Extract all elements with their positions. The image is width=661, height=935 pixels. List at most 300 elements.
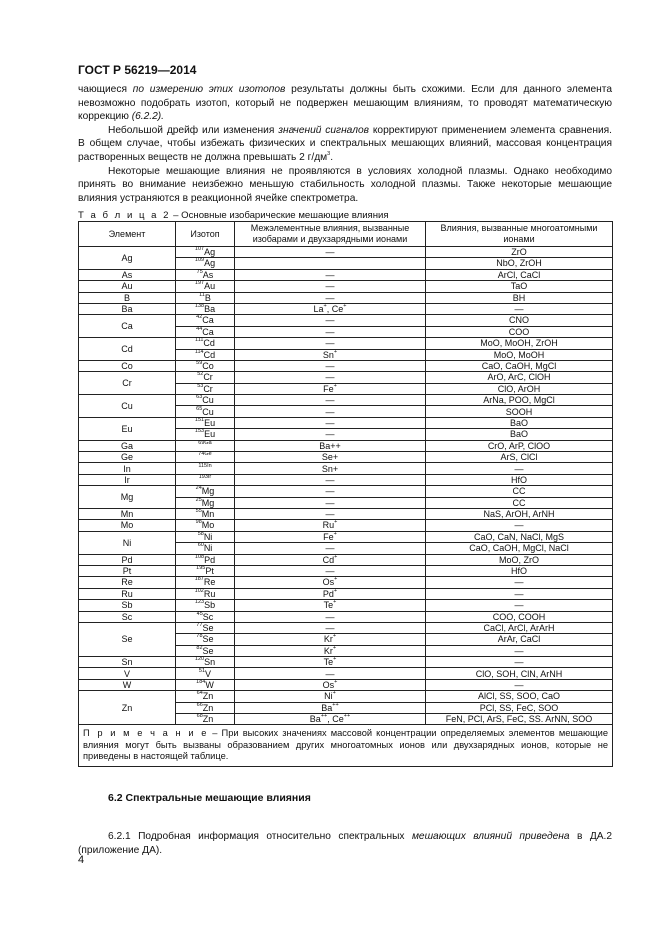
table-row — [79, 508, 613, 519]
isotope-cell — [176, 440, 235, 451]
table-row — [79, 372, 613, 383]
text-run: — — [325, 361, 335, 371]
note-text: – При высоких значениях массовой концентрации определяемых элементов мешающие влияния могут быть вызваны образованием других многоатомных ионов или двухзарядных ионов, которые не приведены в настоящей таблице. — [83, 728, 608, 762]
element-cell: Cu — [79, 395, 176, 418]
italic-term: мешающих влияний приведена — [411, 831, 570, 842]
interelement-cell — [235, 281, 426, 292]
mass-number: 123 — [194, 599, 205, 606]
isotope-symbol: Mo — [201, 520, 215, 531]
page-number: 4 — [78, 854, 85, 866]
table-row — [79, 668, 613, 679]
element-cell: Au — [79, 281, 176, 292]
text-run: — — [325, 474, 335, 485]
element-cell: Pd — [79, 554, 176, 565]
isotope-cell — [176, 645, 235, 656]
element-cell: Ni — [79, 531, 176, 554]
element-cell: V — [79, 668, 176, 679]
isotope-cell — [176, 531, 235, 542]
text-run: La — [313, 304, 324, 315]
text-run: — — [325, 281, 335, 292]
interelement-cell — [235, 497, 426, 508]
interelement-cell — [235, 634, 426, 645]
polyatomic-cell: — — [426, 520, 613, 531]
mass-number: 68 — [196, 713, 203, 720]
isotope-symbol: Sc — [202, 611, 214, 622]
interelement-cell — [235, 269, 426, 280]
text-run: Te — [323, 657, 334, 668]
isotope-cell — [176, 714, 235, 725]
mass-number: 184 — [196, 678, 206, 685]
mass-number: 151 — [194, 416, 205, 423]
superscript: ++ — [332, 701, 339, 708]
table-row — [79, 565, 613, 576]
superscript: + — [323, 303, 327, 310]
interelement-cell — [235, 258, 426, 269]
paragraph-3 — [78, 165, 612, 206]
table-row — [79, 611, 613, 622]
isotope-cell — [176, 463, 235, 474]
isotope-cell — [176, 508, 235, 519]
interelement-cell — [235, 520, 426, 531]
element-cell: Mn — [79, 508, 176, 519]
mass-number: 69 — [198, 439, 205, 446]
isotope-cell — [176, 543, 235, 554]
polyatomic-cell: MoO, ZrO — [426, 554, 613, 565]
mass-number: 11 — [199, 291, 205, 298]
text-run: Sn+ — [321, 463, 339, 474]
polyatomic-cell: AlCl, SS, SOO, CaO — [426, 691, 613, 702]
mass-number: 114 — [194, 348, 204, 355]
isotope-cell — [176, 372, 235, 383]
element-cell: Sn — [79, 657, 176, 668]
mass-number: 120 — [194, 656, 205, 663]
interelement-cell — [235, 645, 426, 656]
superscript: + — [333, 382, 337, 389]
text-run: — — [325, 417, 335, 428]
text-run: — — [325, 247, 335, 258]
interelement-cell — [235, 247, 426, 258]
polyatomic-cell: BaO — [426, 417, 613, 428]
isotope-cell — [176, 383, 235, 394]
interelement-cell — [235, 668, 426, 679]
text-run: , Ce — [327, 714, 344, 725]
isotope-symbol: Mg — [201, 497, 215, 508]
polyatomic-cell: — — [426, 303, 613, 314]
text-run: — — [325, 395, 335, 406]
isotope-cell — [176, 315, 235, 326]
superscript: + — [333, 599, 337, 606]
text-run: Os — [322, 577, 335, 588]
isotope-symbol: Ir — [207, 473, 212, 480]
interference-table — [78, 221, 613, 767]
polyatomic-cell: ArS, ClCl — [426, 452, 613, 463]
polyatomic-cell: ArO, ArC, ClOH — [426, 372, 613, 383]
italic-term: по измерению этих изотопов — [132, 84, 286, 95]
polyatomic-cell: ArNa, POO, MgCl — [426, 395, 613, 406]
isotope-symbol: Cu — [202, 395, 214, 406]
isotope-symbol: Ni — [203, 531, 213, 542]
superscript: + — [334, 519, 338, 526]
text-run: — — [325, 497, 335, 508]
element-cell: Ag — [79, 247, 176, 270]
mass-number: 98 — [195, 519, 202, 526]
table-row — [79, 360, 613, 371]
col-header-polyatomic: Влияния, вызванные многоатомными ионами — [426, 222, 613, 247]
isotope-symbol: As — [202, 269, 214, 280]
isotope-cell — [176, 360, 235, 371]
isotope-symbol: Se — [202, 645, 214, 656]
polyatomic-cell: COO — [426, 326, 613, 337]
table-row — [79, 292, 613, 303]
isotope-symbol: Ag — [204, 258, 216, 269]
table-row — [79, 600, 613, 611]
mass-number: 115 — [198, 462, 208, 469]
interelement-cell — [235, 452, 426, 463]
isotope-symbol: Sb — [204, 600, 216, 611]
text-run: — — [325, 338, 335, 349]
body-text — [78, 83, 612, 205]
isotope-cell — [176, 486, 235, 497]
superscript: + — [332, 690, 336, 697]
table-row — [79, 622, 613, 633]
isotope-symbol: Mg — [201, 486, 215, 497]
superscript: + — [333, 656, 337, 663]
section-paragraph — [78, 830, 612, 857]
isotope-symbol: W — [205, 679, 214, 690]
interelement-cell — [235, 554, 426, 565]
mass-number: 109 — [194, 257, 205, 264]
superscript: + — [334, 553, 338, 560]
interelement-cell — [235, 611, 426, 622]
mass-number: 58 — [197, 530, 204, 537]
interelement-cell — [235, 326, 426, 337]
interelement-cell — [235, 395, 426, 406]
polyatomic-cell: TaO — [426, 281, 613, 292]
table-row — [79, 554, 613, 565]
text-run: Ba++ — [319, 440, 341, 451]
table-caption — [78, 210, 389, 221]
isotope-symbol: Re — [203, 577, 216, 588]
text-run: Ba — [321, 702, 333, 713]
polyatomic-cell: CC — [426, 486, 613, 497]
interelement-cell — [235, 315, 426, 326]
table-row — [79, 247, 613, 258]
isotope-symbol: Cd — [203, 338, 215, 349]
table-row — [79, 440, 613, 451]
polyatomic-cell: HfO — [426, 565, 613, 576]
col-header-isotope: Изотоп — [176, 222, 235, 247]
polyatomic-cell: MoO, MoOH — [426, 349, 613, 360]
isotope-cell — [176, 634, 235, 645]
interelement-cell — [235, 463, 426, 474]
polyatomic-cell: ArAr, CaCl — [426, 634, 613, 645]
isotope-symbol: Se — [202, 622, 214, 633]
mass-number: 53 — [197, 382, 204, 389]
polyatomic-cell: — — [426, 588, 613, 599]
element-cell: Ga — [79, 440, 176, 451]
superscript: + — [334, 576, 338, 583]
polyatomic-cell: BaO — [426, 429, 613, 440]
table-caption-text: – Основные изобарические мешающие влияния — [170, 210, 389, 221]
interelement-cell — [235, 303, 426, 314]
note-label: П р и м е ч а н и е — [83, 728, 209, 739]
text-run: Te — [323, 600, 334, 611]
interelement-cell — [235, 406, 426, 417]
isotope-cell — [176, 702, 235, 713]
interelement-cell — [235, 565, 426, 576]
section-text — [78, 830, 612, 857]
polyatomic-cell: — — [426, 645, 613, 656]
text-run: — — [325, 292, 335, 303]
isotope-cell — [176, 691, 235, 702]
element-cell: Re — [79, 577, 176, 588]
text-run: результаты должны быть схожими. Если для данного элемента невозможно подобрать изотоп, который не подвержен мешающим влияниям, то проводят математическую коррекцию — [78, 84, 612, 123]
isotope-cell — [176, 292, 235, 303]
superscript: ++ — [343, 713, 351, 720]
polyatomic-cell: ClO, ArOH — [426, 383, 613, 394]
mass-number: 187 — [194, 576, 204, 583]
isotope-cell — [176, 269, 235, 280]
mass-number: 82 — [196, 644, 203, 651]
isotope-cell — [176, 497, 235, 508]
interelement-cell — [235, 657, 426, 668]
mass-number: 45 — [196, 610, 203, 617]
superscript: + — [343, 303, 347, 310]
interelement-cell — [235, 474, 426, 485]
isotope-cell — [176, 417, 235, 428]
element-cell: Co — [79, 360, 176, 371]
isotope-symbol: Ba — [204, 304, 216, 315]
isotope-symbol: Ag — [204, 247, 216, 258]
polyatomic-cell: MoO, MoOH, ZrOH — [426, 338, 613, 349]
isotope-cell — [176, 668, 235, 679]
table-row — [79, 577, 613, 588]
superscript: + — [333, 587, 338, 594]
isotope-symbol: B — [204, 292, 211, 303]
table-row — [79, 417, 613, 428]
superscript: + — [333, 530, 337, 537]
superscript: + — [332, 644, 337, 651]
text-run: — — [325, 372, 335, 383]
mass-number: 193 — [198, 473, 208, 480]
isotope-cell — [176, 474, 235, 485]
mass-number: 197 — [194, 280, 205, 287]
isotope-symbol: Ni — [203, 543, 213, 554]
mass-number: 153 — [194, 428, 205, 435]
polyatomic-cell: CrO, ArP, ClOO — [426, 440, 613, 451]
col-header-interelement: Межэлементные влияния, вызванные изобарами и двухзарядными ионами — [235, 222, 426, 247]
interelement-cell — [235, 440, 426, 451]
text-run: Pd — [322, 588, 334, 599]
paragraph-1 — [78, 83, 612, 124]
polyatomic-cell: BH — [426, 292, 613, 303]
table-body — [79, 247, 613, 767]
interelement-cell — [235, 383, 426, 394]
mass-number: 66 — [196, 701, 203, 708]
interelement-cell — [235, 600, 426, 611]
text-run: — — [325, 326, 335, 337]
mass-number: 44 — [196, 325, 203, 332]
text-run: Некоторые мешающие влияния не проявляются в условиях холодной плазмы. Однако необходимо принять во внимание неизбежно меньшую стабильность холодной плазмы. Также некоторые мешающие влияния устраняются в реакционной ячейке спектрометра. — [78, 165, 612, 204]
isotope-symbol: Mn — [201, 509, 215, 520]
polyatomic-cell: ZrO — [426, 247, 613, 258]
polyatomic-cell: CNO — [426, 315, 613, 326]
superscript: ++ — [320, 713, 328, 720]
text-run: — — [325, 269, 335, 280]
text-run: — — [325, 315, 335, 326]
table-row — [79, 531, 613, 542]
mass-number: 24 — [195, 485, 202, 492]
text-run: в ДА.2 (приложение ДА). — [78, 831, 613, 856]
element-cell: Pt — [79, 565, 176, 576]
mass-number: 75 — [196, 268, 203, 275]
polyatomic-cell: NbO, ZrOH — [426, 258, 613, 269]
element-cell: Cd — [79, 338, 176, 361]
element-cell: W — [79, 679, 176, 690]
text-run: — — [325, 622, 335, 633]
mass-number: 64 — [196, 690, 203, 697]
isotope-cell — [176, 303, 235, 314]
table-caption-label: Т а б л и ц а 2 — [78, 210, 171, 221]
table-row — [79, 463, 613, 474]
mass-number: 55 — [195, 508, 202, 515]
isotope-symbol: Ca — [202, 326, 214, 337]
isotope-symbol: Zn — [202, 691, 214, 702]
superscript: + — [334, 678, 338, 685]
isotope-symbol: Ga — [204, 439, 212, 446]
interelement-cell — [235, 417, 426, 428]
text-run: , Ce — [326, 304, 344, 315]
isotope-symbol: Eu — [204, 417, 216, 428]
isotope-symbol: Cr — [203, 383, 213, 394]
isotope-cell — [176, 349, 235, 360]
mass-number: 195 — [196, 565, 206, 572]
element-cell: Se — [79, 622, 176, 656]
text-run: Fe — [323, 383, 334, 394]
mass-number: 78 — [196, 633, 203, 640]
isotope-cell — [176, 406, 235, 417]
table-row — [79, 303, 613, 314]
element-cell: Mg — [79, 486, 176, 509]
polyatomic-cell: — — [426, 600, 613, 611]
mass-number: 107 — [194, 246, 205, 253]
element-cell: Ca — [79, 315, 176, 338]
text-run: Kr — [323, 645, 333, 656]
isotope-symbol: Ru — [203, 588, 216, 599]
interelement-cell — [235, 679, 426, 690]
interelement-cell — [235, 714, 426, 725]
table-row — [79, 338, 613, 349]
isotope-cell — [176, 247, 235, 258]
superscript: + — [333, 348, 338, 355]
text-run: Ni — [324, 691, 333, 702]
polyatomic-cell: — — [426, 577, 613, 588]
polyatomic-cell: ClO, SOH, ClN, ArNH — [426, 668, 613, 679]
italic-term: (6.2.2). — [131, 111, 164, 123]
mass-number: 25 — [195, 496, 202, 503]
text-run: чающиеся — [78, 84, 133, 95]
mass-number: 77 — [196, 621, 203, 628]
text-run: — — [325, 406, 335, 417]
interelement-cell — [235, 372, 426, 383]
superscript: 3 — [327, 150, 331, 157]
italic-term: значений сигналов — [278, 124, 369, 136]
isotope-cell — [176, 611, 235, 622]
table-row — [79, 474, 613, 485]
interelement-cell — [235, 429, 426, 440]
mass-number: 138 — [194, 303, 205, 310]
text-run: Ru — [322, 520, 335, 531]
isotope-symbol: Ca — [202, 315, 214, 326]
element-cell: Cr — [79, 372, 176, 395]
mass-number: 111 — [195, 337, 204, 344]
interelement-cell — [235, 292, 426, 303]
table-row — [79, 452, 613, 463]
isotope-cell — [176, 565, 235, 576]
element-cell: Ba — [79, 303, 176, 314]
mass-number: 74 — [198, 451, 205, 458]
mass-number: 108 — [194, 553, 205, 560]
isotope-cell — [176, 679, 235, 690]
mass-number: 60 — [197, 542, 204, 549]
mass-number: 102 — [194, 587, 204, 594]
element-cell: Eu — [79, 417, 176, 440]
isotope-symbol: Co — [202, 361, 214, 371]
isotope-cell — [176, 452, 235, 463]
mass-number: 51 — [198, 667, 206, 674]
isotope-symbol: Cu — [202, 406, 214, 417]
paragraph-2 — [78, 124, 612, 165]
isotope-symbol: Ge — [204, 451, 212, 458]
isotope-symbol: In — [207, 462, 212, 469]
element-cell: B — [79, 292, 176, 303]
isotope-symbol: Eu — [204, 429, 216, 440]
mass-number: 42 — [196, 314, 203, 321]
polyatomic-cell: CaO, CaOH, MgCl, NaCl — [426, 543, 613, 554]
table-row — [79, 281, 613, 292]
element-cell: In — [79, 463, 176, 474]
table-row — [79, 269, 613, 280]
table-row — [79, 691, 613, 702]
interelement-cell — [235, 531, 426, 542]
isotope-cell — [176, 338, 235, 349]
text-run: Kr — [323, 634, 333, 645]
text-run: 6.2.1 Подробная информация относительно спектральных — [108, 831, 412, 842]
table-row — [79, 520, 613, 531]
interelement-cell — [235, 338, 426, 349]
mass-number: 52 — [197, 371, 204, 378]
text-run: Ba — [309, 714, 321, 725]
table-row — [79, 395, 613, 406]
interelement-cell — [235, 360, 426, 371]
table-row — [79, 486, 613, 497]
element-cell: Ir — [79, 474, 176, 485]
isotope-cell — [176, 600, 235, 611]
col-header-element: Элемент — [79, 222, 176, 247]
polyatomic-cell: CaCl, ArCl, ArArH — [426, 622, 613, 633]
polyatomic-cell: HfO — [426, 474, 613, 485]
element-cell: As — [79, 269, 176, 280]
mass-number: 65 — [196, 405, 203, 412]
isotope-symbol: Au — [204, 281, 216, 292]
table-row — [79, 588, 613, 599]
superscript: + — [332, 633, 337, 640]
interelement-cell — [235, 588, 426, 599]
table-row — [79, 679, 613, 690]
interelement-cell — [235, 349, 426, 360]
text-run: — — [325, 429, 335, 440]
polyatomic-cell: ArCl, CaCl — [426, 269, 613, 280]
